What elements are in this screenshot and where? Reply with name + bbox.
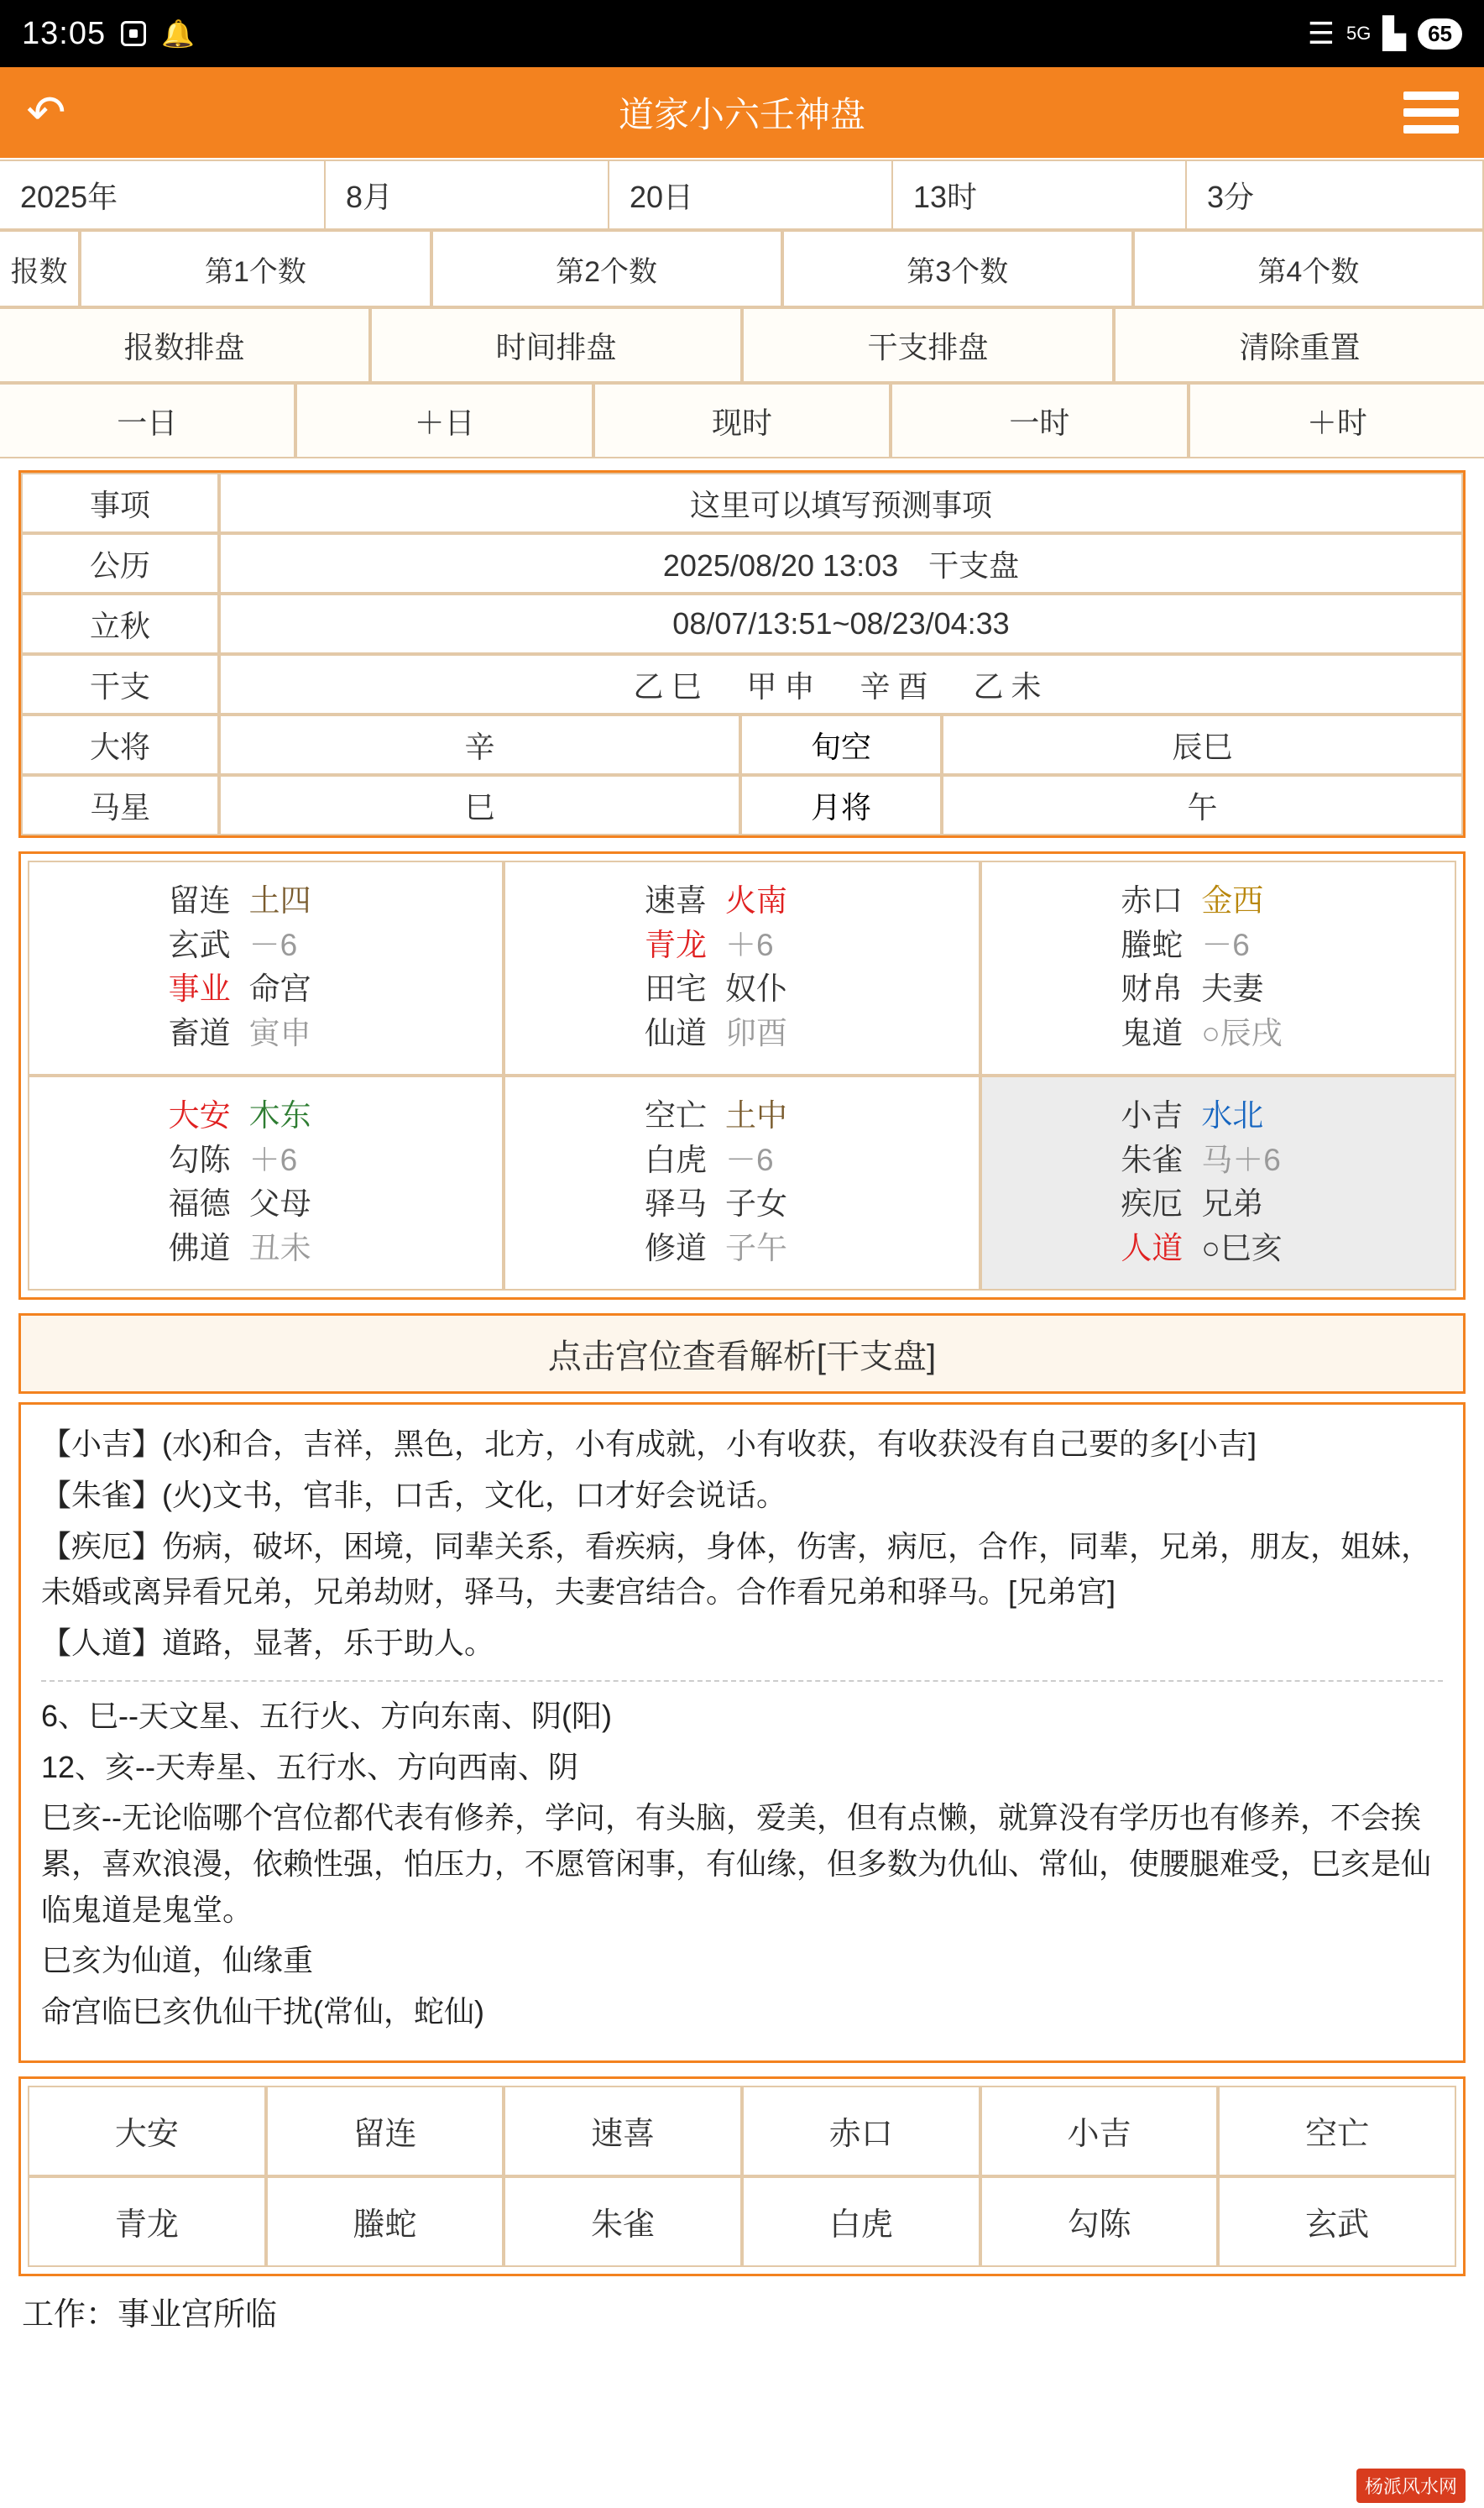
explanation-note: 巳亥为仙道，仙缘重 bbox=[41, 1943, 314, 1978]
palace-line bbox=[29, 1182, 502, 1227]
palace-right-text: 火南 bbox=[724, 883, 787, 918]
palace-left-text: 佛道 bbox=[168, 1230, 231, 1265]
palace-right-text: 兄弟 bbox=[1201, 1186, 1264, 1222]
palace-left-text: 空亡 bbox=[644, 1098, 707, 1134]
palace-line bbox=[505, 1139, 978, 1183]
status-bar bbox=[0, 0, 1484, 67]
palace-right-text: 马＋6 bbox=[1201, 1142, 1281, 1177]
info-row-maxing bbox=[21, 775, 1463, 835]
button-prev-day[interactable]: 一日 bbox=[0, 383, 295, 458]
number-selector-row bbox=[0, 230, 1484, 307]
palace-left-text: 修道 bbox=[644, 1230, 707, 1265]
palace-right-text: 土四 bbox=[248, 883, 311, 918]
palace-right-text: 土中 bbox=[724, 1098, 787, 1134]
bell-icon: 🔔 bbox=[161, 18, 195, 49]
tail-text: 工作：事业宫所临 bbox=[22, 2296, 278, 2333]
explanation-line: 【小吉】(水)和合，吉祥，黑色，北方，小有成就，小有收获，有收获没有自己要的多[小吉] bbox=[41, 1427, 1257, 1462]
six-ren-button[interactable]: 速喜 bbox=[504, 2086, 742, 2176]
palace-line bbox=[982, 1139, 1455, 1183]
watermark: 杨派风水网 bbox=[1356, 2469, 1466, 2503]
palace-line bbox=[29, 1227, 502, 1271]
palace-right-text: 命宫 bbox=[248, 971, 311, 1007]
button-ganzhi-chart[interactable]: 干支排盘 bbox=[742, 307, 1114, 383]
explanation-line: 【朱雀】(火)文书，官非，口舌，文化，口才好会说话。 bbox=[41, 1477, 786, 1512]
palace-right-text: －6 bbox=[724, 1142, 774, 1177]
palace-left-text: 田宅 bbox=[644, 971, 707, 1007]
palace-left-text: 白虎 bbox=[644, 1142, 707, 1177]
palace-right-text: 子午 bbox=[724, 1230, 787, 1265]
palace-left-text: 福德 bbox=[168, 1186, 231, 1222]
palace-right-text: 木东 bbox=[248, 1098, 311, 1134]
number-field-3[interactable]: 第3个数 bbox=[782, 230, 1133, 307]
year-field[interactable]: 2025年 bbox=[0, 160, 326, 230]
info-key-ganzhi: 干支 bbox=[21, 654, 219, 715]
palace-cell[interactable] bbox=[980, 861, 1456, 1076]
button-number-chart[interactable]: 报数排盘 bbox=[0, 307, 370, 383]
screenshot-icon bbox=[121, 21, 146, 46]
palace-line bbox=[505, 967, 978, 1012]
palace-left-text: 小吉 bbox=[1121, 1098, 1184, 1134]
palace-left-text: 留连 bbox=[168, 883, 231, 918]
day-field[interactable]: 20日 bbox=[609, 160, 893, 230]
palace-cell[interactable] bbox=[504, 861, 980, 1076]
palace-grid bbox=[28, 861, 1456, 1291]
info-value-gregorian: 2025/08/20 13:03 干支盘 bbox=[219, 533, 1463, 594]
six-ren-button[interactable]: 大安 bbox=[28, 2086, 266, 2176]
palace-left-text: 青龙 bbox=[644, 927, 707, 962]
six-ren-button[interactable]: 空亡 bbox=[1218, 2086, 1456, 2176]
time-nav-row bbox=[0, 383, 1484, 458]
palace-right-text: 奴仆 bbox=[724, 971, 787, 1007]
palace-right-text: ○巳亥 bbox=[1201, 1230, 1283, 1265]
info-key-liqiu: 立秋 bbox=[21, 594, 219, 654]
action-button-row bbox=[0, 307, 1484, 383]
palace-line bbox=[505, 1094, 978, 1139]
six-ren-button[interactable]: 朱雀 bbox=[504, 2176, 742, 2267]
explanation-note: 巳亥--无论临哪个宫位都代表有修养，学问，有头脑，爱美，但有点懒，就算没有学历也有修养，不会挨累，喜欢浪漫，依赖性强，怕压力，不愿管闲事，有仙缘，但多数为仇仙、常仙，使腰腿难受，巳亥是仙临鬼道是鬼堂。 bbox=[41, 1800, 1432, 1927]
palace-right-text: －6 bbox=[248, 927, 298, 962]
network-label: 5G bbox=[1346, 23, 1372, 44]
info-row-ganzhi bbox=[21, 654, 1463, 715]
palace-left-text: 财帛 bbox=[1121, 971, 1184, 1007]
info-key-xunkong: 旬空 bbox=[740, 715, 942, 775]
explanation-line: 【疾厄】伤病，破坏，困境，同辈关系，看疾病，身体，伤害，病厄，合作，同辈，兄弟，朋友，姐妹，未婚或离异看兄弟，兄弟劫财，驿马，夫妻宫结合。合作看兄弟和驿马。[兄弟宫] bbox=[41, 1528, 1432, 1610]
explanation-divider bbox=[41, 1680, 1443, 1682]
info-key-dajiang: 大将 bbox=[21, 715, 219, 775]
palace-line bbox=[982, 1012, 1455, 1056]
button-prev-hour[interactable]: 一时 bbox=[891, 383, 1188, 458]
palace-line bbox=[982, 924, 1455, 968]
palace-cell[interactable] bbox=[980, 1076, 1456, 1291]
six-ren-buttons-container bbox=[18, 2076, 1466, 2276]
explanation-panel bbox=[18, 1402, 1466, 2063]
info-row-gregorian bbox=[21, 533, 1463, 594]
info-key-gregorian: 公历 bbox=[21, 533, 219, 594]
info-row-liqiu bbox=[21, 594, 1463, 654]
app-bar bbox=[0, 67, 1484, 158]
info-key-yuejiang: 月将 bbox=[740, 775, 942, 835]
palace-left-text: 鬼道 bbox=[1121, 1015, 1184, 1050]
palace-left-text: 人道 bbox=[1121, 1230, 1184, 1265]
date-selector-row bbox=[0, 160, 1484, 230]
palace-line bbox=[982, 1094, 1455, 1139]
palace-right-text: 金西 bbox=[1201, 883, 1264, 918]
palace-cell[interactable] bbox=[504, 1076, 980, 1291]
palace-line bbox=[505, 924, 978, 968]
page-title: 道家小六壬神盘 bbox=[618, 95, 865, 134]
month-field[interactable]: 8月 bbox=[326, 160, 609, 230]
button-next-day[interactable]: ＋日 bbox=[295, 383, 593, 458]
palace-left-text: 螣蛇 bbox=[1121, 927, 1184, 962]
palace-line bbox=[505, 1227, 978, 1271]
six-ren-button[interactable]: 赤口 bbox=[742, 2086, 980, 2176]
six-ren-button[interactable]: 勾陈 bbox=[980, 2176, 1219, 2267]
palace-line bbox=[29, 1094, 502, 1139]
info-value-yuejiang: 午 bbox=[942, 775, 1463, 835]
palace-line bbox=[982, 1182, 1455, 1227]
six-ren-button[interactable]: 白虎 bbox=[742, 2176, 980, 2267]
number-field-4[interactable]: 第4个数 bbox=[1133, 230, 1484, 307]
number-field-2[interactable]: 第2个数 bbox=[431, 230, 782, 307]
palace-left-text: 畜道 bbox=[168, 1015, 231, 1050]
palace-right-text: 丑未 bbox=[248, 1230, 311, 1265]
explanation-note: 12、亥--天寿星、五行水、方向西南、阴 bbox=[41, 1749, 579, 1784]
palace-left-text: 大安 bbox=[168, 1098, 231, 1134]
info-value-ganzhi: 乙巳 甲申 辛酉 乙未 bbox=[219, 654, 1463, 715]
matter-input[interactable]: 这里可以填写预测事项 bbox=[219, 473, 1463, 533]
palace-right-text: 子女 bbox=[724, 1186, 787, 1222]
six-ren-button[interactable]: 玄武 bbox=[1218, 2176, 1456, 2267]
status-time: 13:05 bbox=[22, 15, 107, 51]
status-bar-right bbox=[1308, 16, 1462, 51]
palace-left-text: 驿马 bbox=[644, 1186, 707, 1222]
palace-cell[interactable] bbox=[28, 1076, 504, 1291]
palace-line bbox=[29, 879, 502, 924]
palace-left-text: 玄武 bbox=[168, 927, 231, 962]
palace-left-text: 朱雀 bbox=[1121, 1142, 1184, 1177]
explanation-note: 6、巳--天文星、五行火、方向东南、阴(阳) bbox=[41, 1698, 612, 1733]
palace-right-text: 卯酉 bbox=[724, 1015, 787, 1050]
info-value-maxing: 巳 bbox=[219, 775, 740, 835]
palace-left-text: 速喜 bbox=[644, 883, 707, 918]
palace-line bbox=[982, 967, 1455, 1012]
wifi-icon: ☰ bbox=[1307, 16, 1335, 50]
button-now[interactable]: 现时 bbox=[593, 383, 891, 458]
palace-line bbox=[505, 1012, 978, 1056]
number-field-1[interactable]: 第1个数 bbox=[80, 230, 431, 307]
info-key-maxing: 马星 bbox=[21, 775, 219, 835]
palace-left-text: 事业 bbox=[168, 971, 231, 1007]
palace-right-text: 寅申 bbox=[248, 1015, 311, 1050]
palace-line bbox=[29, 1012, 502, 1056]
palace-line bbox=[505, 1182, 978, 1227]
button-clear-reset[interactable]: 清除重置 bbox=[1114, 307, 1484, 383]
palace-right-text: ○辰戌 bbox=[1201, 1015, 1283, 1050]
palace-left-text: 仙道 bbox=[644, 1015, 707, 1050]
palace-line bbox=[505, 879, 978, 924]
button-next-hour[interactable]: ＋时 bbox=[1189, 383, 1484, 458]
palace-line bbox=[29, 1139, 502, 1183]
six-ren-button[interactable]: 留连 bbox=[266, 2086, 504, 2176]
explanation-note: 命宫临巳亥仇仙干扰(常仙，蛇仙) bbox=[41, 1994, 484, 2029]
palace-line bbox=[982, 1227, 1455, 1271]
palace-left-text: 疾厄 bbox=[1121, 1186, 1184, 1222]
palace-line bbox=[29, 967, 502, 1012]
battery-level: 65 bbox=[1418, 18, 1462, 50]
hour-field[interactable]: 13时 bbox=[893, 160, 1187, 230]
palace-right-text: ＋6 bbox=[724, 927, 774, 962]
six-ren-button[interactable]: 螣蛇 bbox=[266, 2176, 504, 2267]
minute-field[interactable]: 3分 bbox=[1187, 160, 1484, 230]
six-ren-buttons-grid bbox=[28, 2086, 1456, 2267]
status-bar-left bbox=[22, 16, 195, 52]
info-value-dajiang: 辛 bbox=[219, 715, 740, 775]
button-time-chart[interactable]: 时间排盘 bbox=[370, 307, 742, 383]
palace-right-text: 水北 bbox=[1201, 1098, 1264, 1134]
palace-line bbox=[29, 924, 502, 968]
palace-hint-bar[interactable]: 点击宫位查看解析[干支盘] bbox=[18, 1313, 1466, 1394]
palace-cell[interactable] bbox=[28, 861, 504, 1076]
explanation-line: 【人道】道路，显著，乐于助人。 bbox=[41, 1626, 495, 1661]
back-button[interactable]: ↶ bbox=[26, 86, 66, 139]
info-key-matter: 事项 bbox=[21, 473, 219, 533]
number-row-label: 报数 bbox=[0, 230, 80, 307]
palace-left-text: 赤口 bbox=[1121, 883, 1184, 918]
six-ren-button[interactable]: 青龙 bbox=[28, 2176, 266, 2267]
palace-right-text: －6 bbox=[1201, 927, 1250, 962]
info-value-xunkong: 辰巳 bbox=[942, 715, 1463, 775]
six-ren-button[interactable]: 小吉 bbox=[980, 2086, 1219, 2176]
palace-right-text: ＋6 bbox=[248, 1142, 298, 1177]
signal-icon: ▙ bbox=[1382, 16, 1407, 50]
palace-right-text: 夫妻 bbox=[1201, 971, 1264, 1007]
info-value-liqiu: 08/07/13:51~08/23/04:33 bbox=[219, 594, 1463, 654]
info-row-matter bbox=[21, 473, 1463, 533]
palace-right-text: 父母 bbox=[248, 1186, 311, 1222]
palace-grid-container bbox=[18, 851, 1466, 1300]
menu-icon[interactable] bbox=[1403, 92, 1459, 134]
palace-line bbox=[982, 879, 1455, 924]
info-row-dajiang bbox=[21, 715, 1463, 775]
palace-left-text: 勾陈 bbox=[168, 1142, 231, 1177]
info-table bbox=[18, 470, 1466, 838]
